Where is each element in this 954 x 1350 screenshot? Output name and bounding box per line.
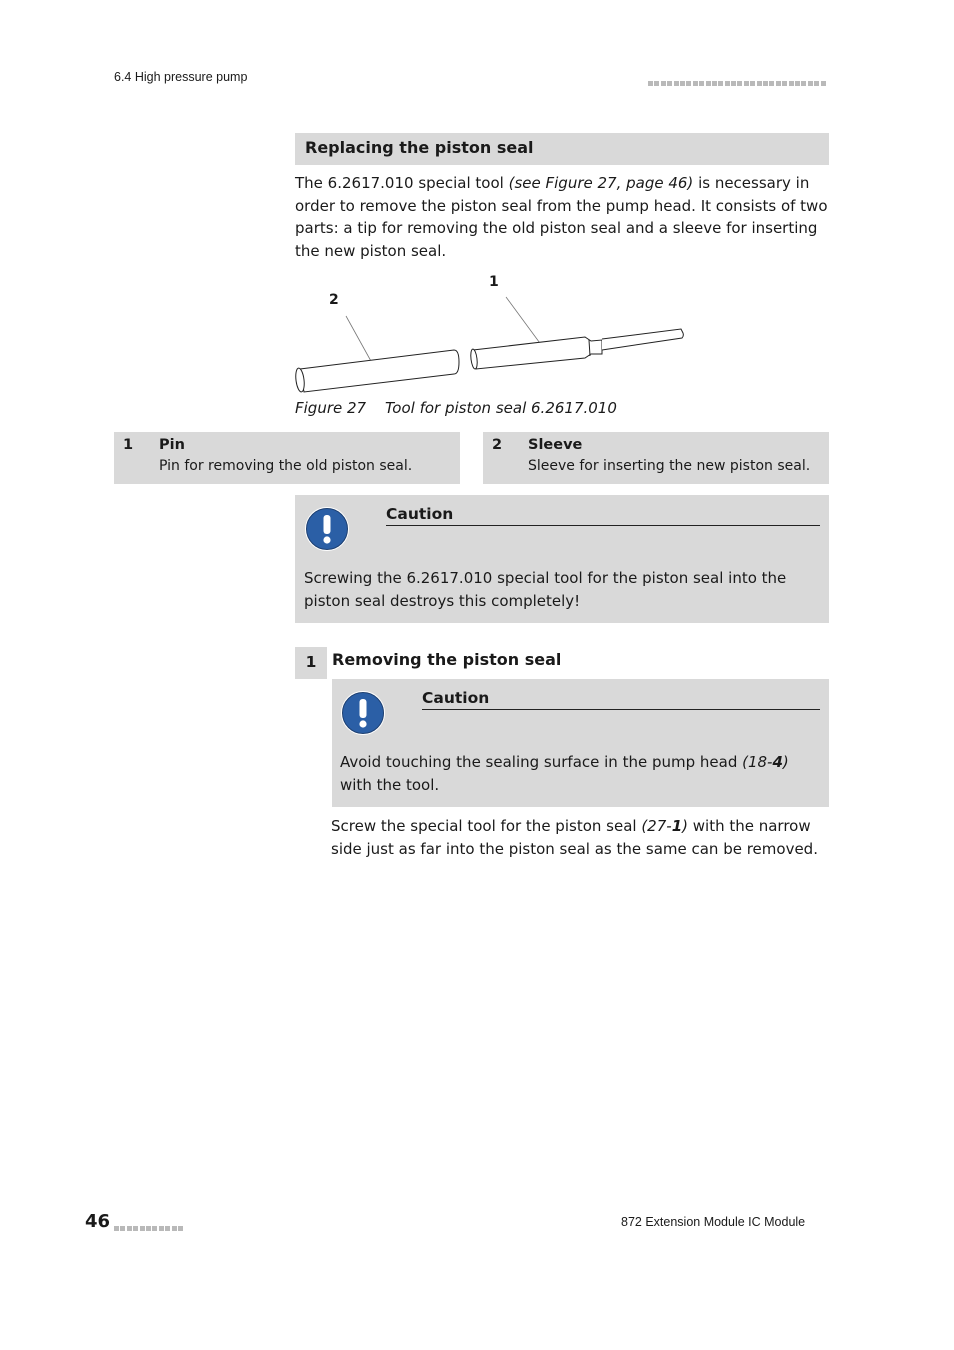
sleeve-drawing — [295, 350, 459, 392]
page-number: 46 — [85, 1211, 111, 1232]
product-name: 872 Extension Module IC Module — [621, 1215, 806, 1229]
header-dot-bar — [648, 73, 827, 92]
caution-text: Avoid touching the sealing surface in the pump head (18-4) with the tool. — [340, 753, 789, 794]
section-heading — [295, 133, 829, 165]
figure-caption — [295, 399, 617, 417]
caution-title: Caution — [386, 505, 820, 526]
figure-label-2: 2 — [329, 292, 339, 308]
figure-reference-link[interactable]: (27-1) — [641, 817, 688, 835]
caution-title: Caution — [422, 689, 820, 710]
intro-paragraph — [295, 172, 829, 262]
intro-text-cont: is necessary in order to remove the piston seal from the pump head. It consists of two parts: a tip for removing the old piston seal and a sleeve for inserting the new piston seal. — [295, 174, 828, 260]
caution-text: Screwing the 6.2617.010 special tool for the piston seal into the piston seal destroys this completely! — [304, 569, 787, 610]
figure-reference-link[interactable]: (see Figure 27, page 46) — [508, 174, 694, 192]
figure-label-1: 1 — [489, 274, 499, 290]
legend-number: 2 — [492, 437, 503, 453]
step-number: 1 — [295, 647, 327, 679]
section-title: Replacing the piston seal — [305, 138, 534, 157]
legend-name: Sleeve — [528, 437, 583, 453]
figure-caption-number: Figure 27 — [295, 399, 367, 417]
step-title: Removing the piston seal — [332, 650, 562, 669]
figure-reference-link[interactable]: (18-4) — [742, 753, 789, 771]
legend-description: Sleeve for inserting the new piston seal. — [528, 458, 811, 474]
pin-drawing — [470, 329, 684, 369]
caution-box — [295, 495, 829, 623]
step-instruction: Screw the special tool for the piston seal (27-1) with the narrow side just as far into the piston seal as the same can be removed. — [331, 817, 818, 858]
running-header-section: 6.4 High pressure pump — [114, 70, 248, 84]
legend-item-sleeve — [483, 432, 829, 484]
legend-description: Pin for removing the old piston seal. — [159, 458, 413, 474]
exclamation-warning-icon — [304, 506, 350, 552]
footer-dot-bar — [114, 1218, 184, 1237]
exclamation-warning-icon — [340, 690, 386, 736]
legend-name: Pin — [159, 437, 185, 453]
legend-number: 1 — [123, 437, 134, 453]
step-caution-box — [332, 679, 829, 807]
figure-caption-text: Tool for piston seal 6.2617.010 — [385, 399, 617, 417]
intro-text: The 6.2617.010 special tool — [295, 174, 509, 192]
legend-item-pin — [114, 432, 460, 484]
